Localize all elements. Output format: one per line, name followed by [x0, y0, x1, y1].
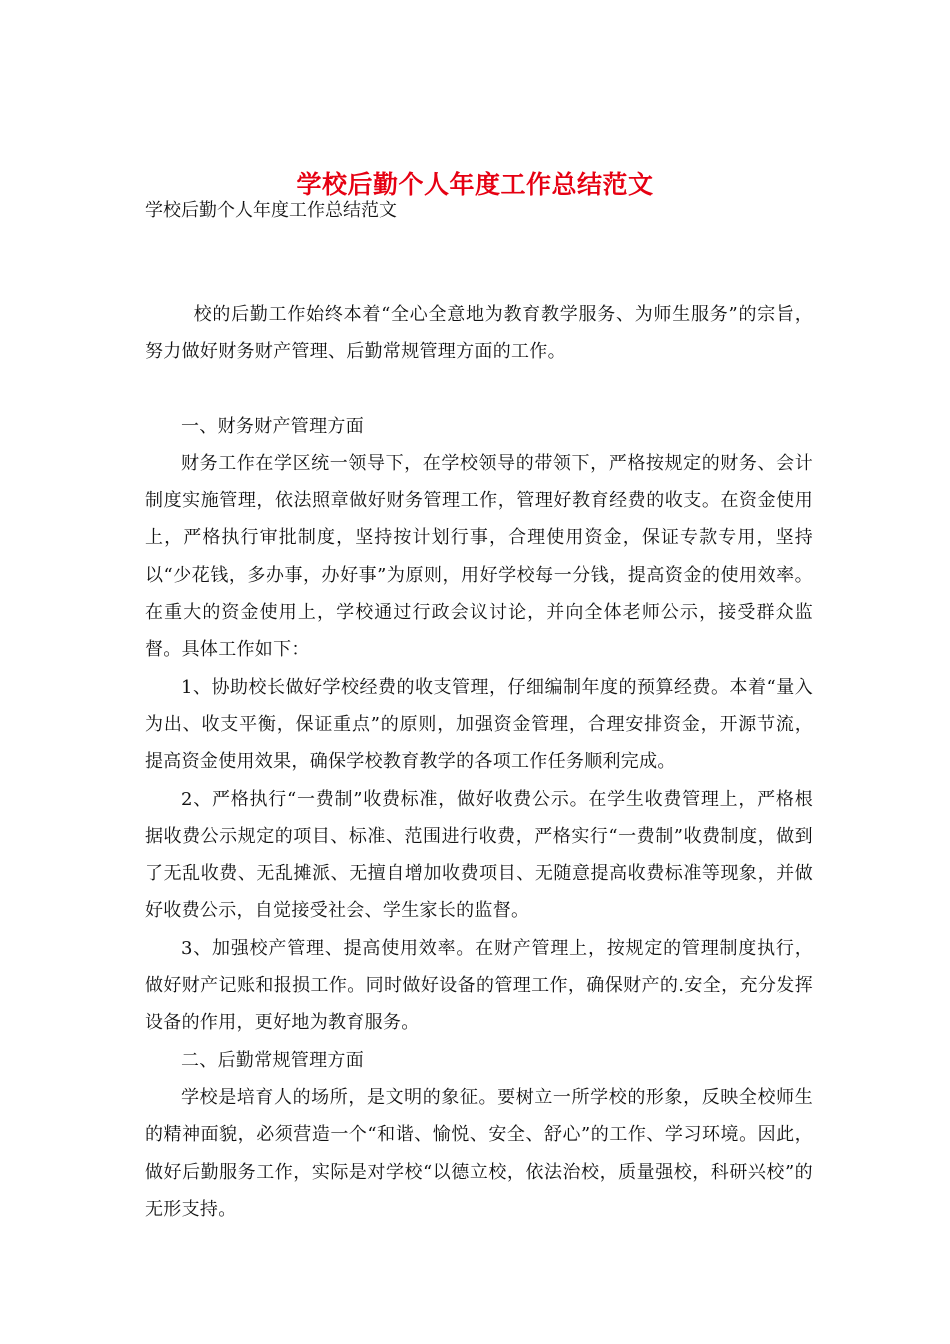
section-1-paragraph: 财务工作在学区统一领导下，在学校领导的带领下，严格按规定的财务、会计制度实施管理，依法照章做好财务管理工作，管理好教育经费的收支。在资金使用上，严格执行审批制度，坚持按计划行事，合理使用资金，保证专款专用，坚持以“少花钱，多办事，办好事”为原则，用好学校每一分钱，提高资金的使用效率。在重大的资金使用上，学校通过行政会议讨论，并向全体老师公示，接受群众监督。具体工作如下： — [145, 452, 813, 661]
list-item-1: 1、协助校长做好学校经费的收支管理，仔细编制年度的预算经费。本着“量入为出、收支平衡，保证重点”的原则，加强资金管理，合理安排资金，开源节流，提高资金使用效果，确保学校教育教学的各项工作任务顺利完成。 — [145, 676, 813, 773]
document-body — [145, 296, 813, 1228]
document-title: 学校后勤个人年度工作总结范文 — [296, 169, 654, 199]
section-1-heading: 一、财务财产管理方面 — [181, 415, 364, 437]
list-item-3: 3、加强校产管理、提高使用效率。在财产管理上，按规定的管理制度执行，做好财产记账和报损工作。同时做好设备的管理工作，确保财产的.安全，充分发挥设备的作用，更好地为教育服务。 — [145, 937, 813, 1034]
section-2-heading: 二、后勤常规管理方面 — [181, 1049, 364, 1071]
intro-paragraph: 校的后勤工作始终本着“全心全意地为教育教学服务、为师生服务”的宗旨，努力做好财务财产管理、后勤常规管理方面的工作。 — [145, 304, 813, 363]
list-item-2: 2、严格执行“一费制”收费标准，做好收费公示。在学生收费管理上，严格根据收费公示规定的项目、标准、范围进行收费，严格实行“一费制”收费制度，做到了无乱收费、无乱摊派、无擅自增加收费项目、无随意提高收费标准等现象，并做好收费公示，自觉接受社会、学生家长的监督。 — [145, 788, 813, 922]
section-2-paragraph: 学校是培育人的场所，是文明的象征。要树立一所学校的形象，反映全校师生的精神面貌，必须营造一个“和谐、愉悦、安全、舒心”的工作、学习环境。因此，做好后勤服务工作，实际是对学校“以德立校，依法治校，质量强校，科研兴校”的无形支持。 — [145, 1086, 813, 1220]
document-subtitle: 学校后勤个人年度工作总结范文 — [145, 200, 397, 221]
